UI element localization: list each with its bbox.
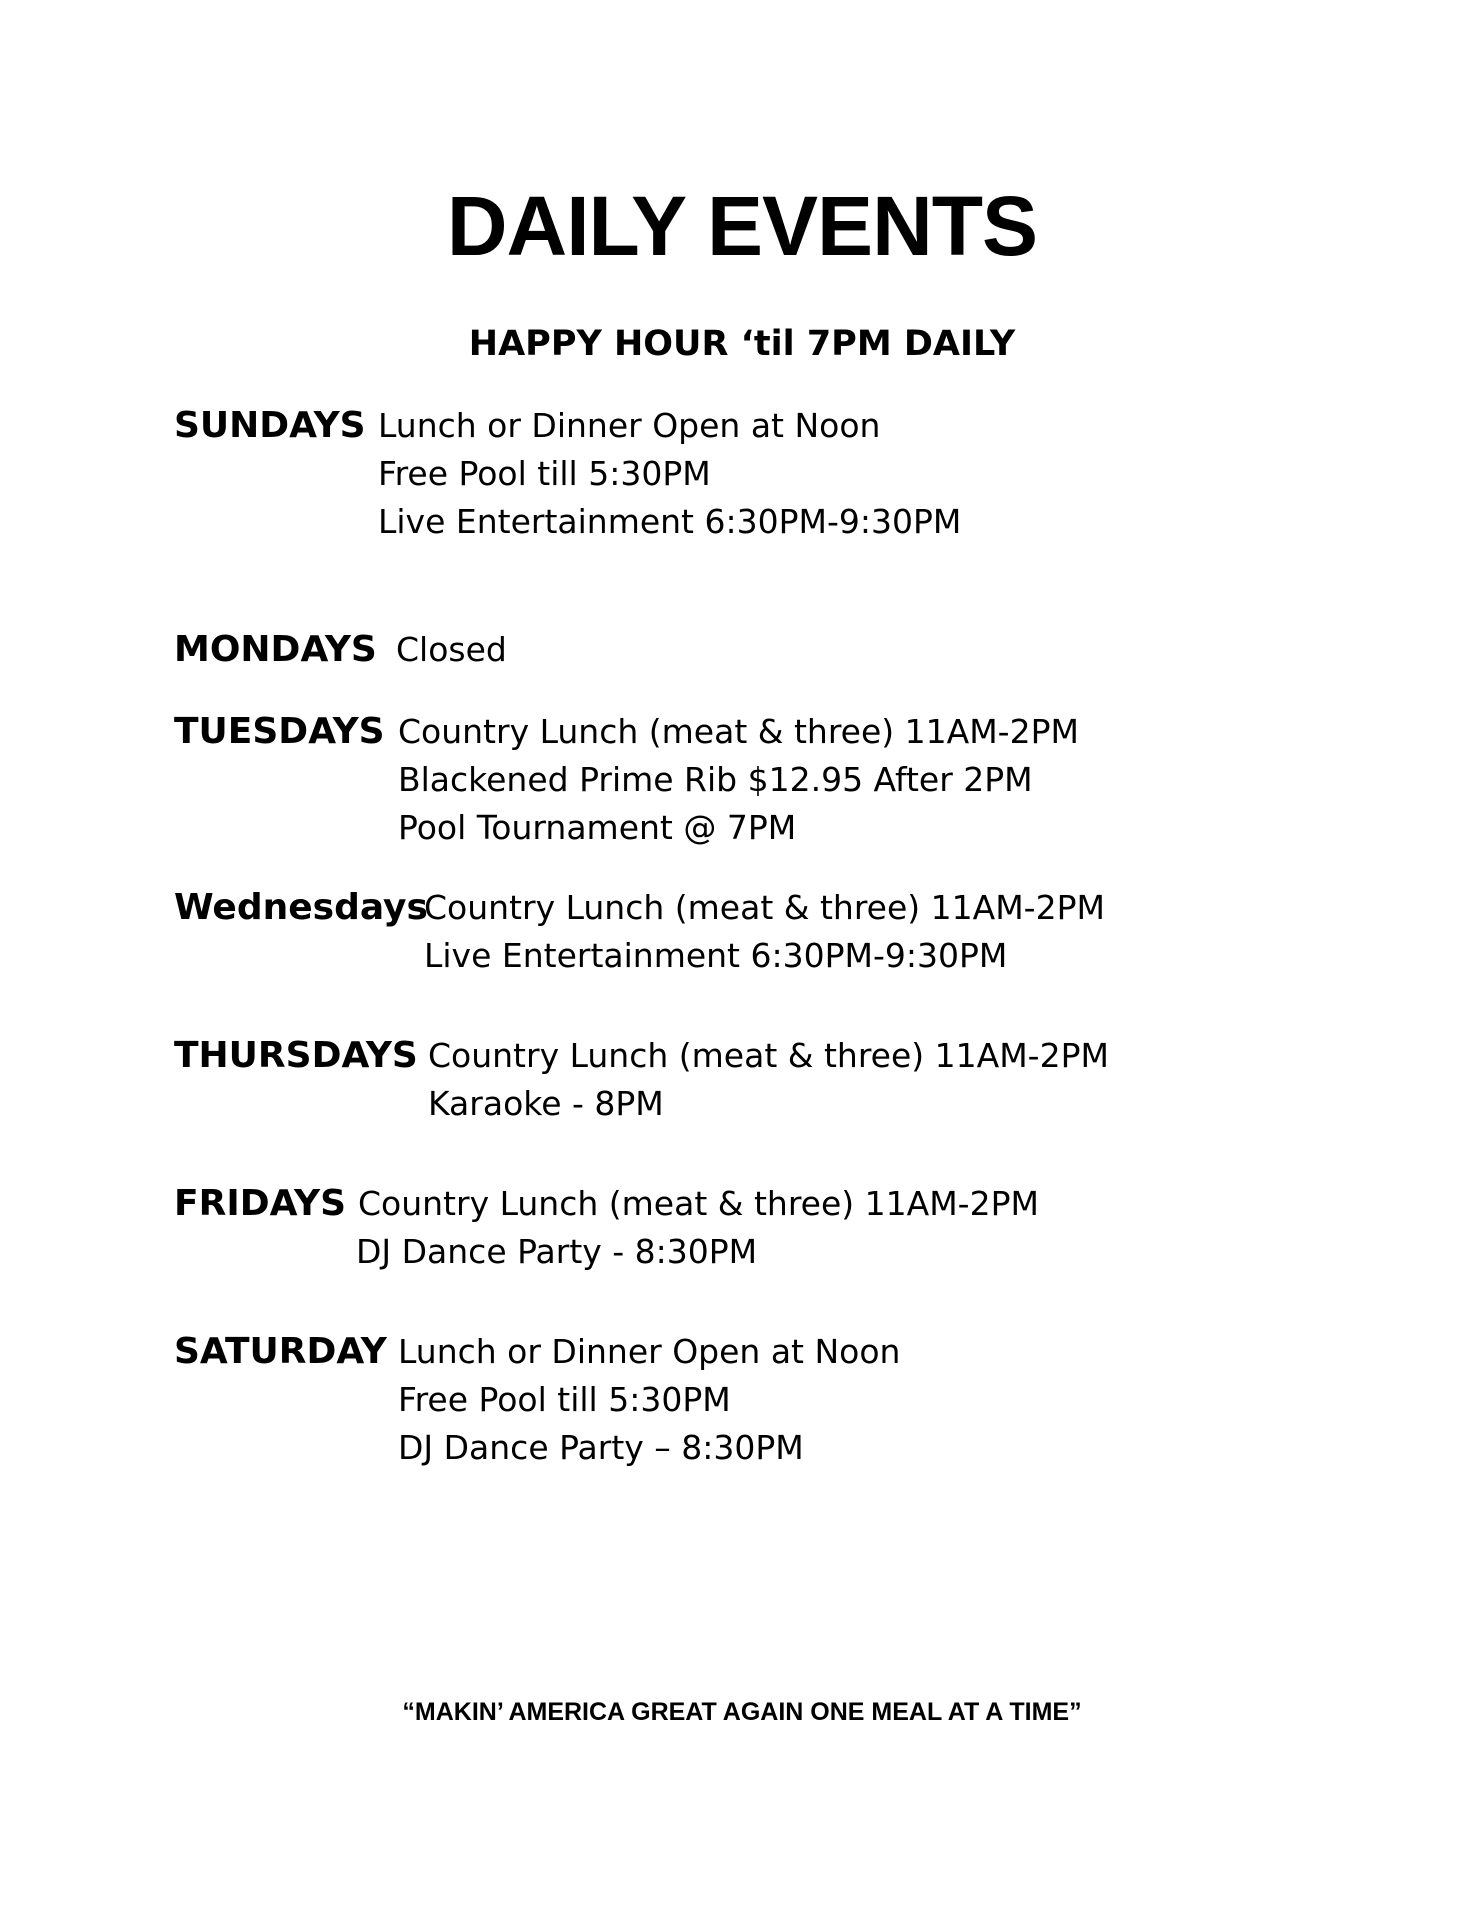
event-list-mondays	[396, 626, 507, 674]
day-label-sundays: SUNDAYS	[174, 405, 366, 446]
event-list-thursdays	[428, 1032, 1109, 1128]
event-line: DJ Dance Party – 8:30PM	[398, 1428, 804, 1467]
event-list-wednesdays	[424, 884, 1105, 980]
event-list-tuesdays	[398, 708, 1079, 852]
event-line: DJ Dance Party - 8:30PM	[356, 1232, 758, 1271]
day-label-wednesdays: Wednesdays	[174, 887, 428, 928]
event-line: Country Lunch (meat & three) 11AM-2PM	[424, 888, 1105, 927]
event-list-saturday	[398, 1328, 900, 1472]
event-line: Country Lunch (meat & three) 11AM-2PM	[358, 1184, 1039, 1223]
event-line: Karaoke - 8PM	[428, 1084, 664, 1123]
event-line: Country Lunch (meat & three) 11AM-2PM	[398, 712, 1079, 751]
event-line: Blackened Prime Rib $12.95 After 2PM	[398, 760, 1033, 799]
event-line: Free Pool till 5:30PM	[378, 454, 711, 493]
day-label-tuesdays: TUESDAYS	[174, 711, 385, 752]
day-label-thursdays: THURSDAYS	[174, 1035, 418, 1076]
footer-slogan: “MAKIN’ AMERICA GREAT AGAIN ONE MEAL AT A TIME”	[402, 1698, 1082, 1726]
event-list-sundays	[378, 402, 961, 546]
happy-hour-banner: HAPPY HOUR ‘til 7PM DAILY	[468, 324, 1016, 364]
page-title: DAILY EVENTS	[446, 179, 1038, 273]
event-list-fridays	[358, 1180, 1039, 1276]
event-line: Closed	[396, 630, 507, 669]
day-label-saturday: SATURDAY	[174, 1331, 387, 1372]
event-line: Lunch or Dinner Open at Noon	[398, 1332, 901, 1371]
day-label-fridays: FRIDAYS	[174, 1183, 347, 1224]
day-label-mondays: MONDAYS	[174, 629, 377, 670]
event-line: Live Entertainment 6:30PM-9:30PM	[424, 936, 1008, 975]
event-line: Free Pool till 5:30PM	[398, 1380, 731, 1419]
event-line: Country Lunch (meat & three) 11AM-2PM	[428, 1036, 1109, 1075]
event-line: Live Entertainment 6:30PM-9:30PM	[378, 502, 962, 541]
event-line: Lunch or Dinner Open at Noon	[378, 406, 881, 445]
event-line: Pool Tournament @ 7PM	[398, 808, 797, 847]
